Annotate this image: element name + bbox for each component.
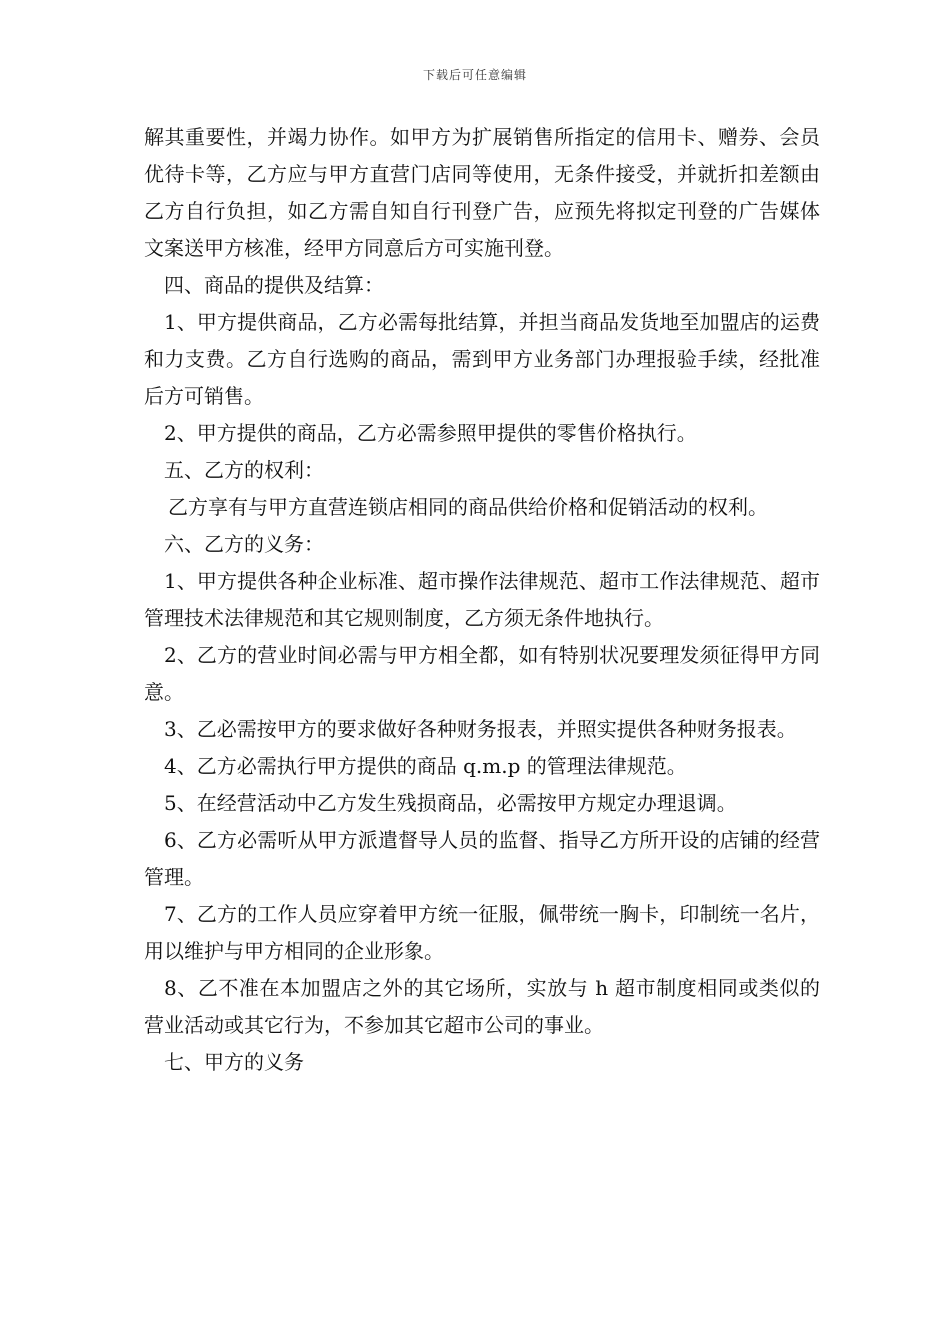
document-body — [144, 119, 820, 1081]
paragraph: 8、乙不准在本加盟店之外的其它场所，实放与 h 超市制度相同或类似的营业活动或其它行为，不参加其它超市公司的事业。 — [144, 976, 820, 1037]
paragraph: 乙方享有与甲方直营连锁店相同的商品供给价格和促销活动的权利。 — [168, 495, 768, 519]
section-heading: 五、乙方的权利： — [164, 458, 324, 482]
section-heading: 七、甲方的义务 — [164, 1050, 304, 1074]
paragraph: 2、乙方的营业时间必需与甲方相全都，如有特别状况要理发须征得甲方同意。 — [144, 643, 820, 704]
paragraph: 1、甲方提供商品，乙方必需每批结算，并担当商品发货地至加盟店的运费和力支费。乙方自行选购的商品，需到甲方业务部门办理报验手续，经批准后方可销售。 — [144, 310, 820, 408]
paragraph: 7、乙方的工作人员应穿着甲方统一征服，佩带统一胸卡，印制统一名片，用以维护与甲方相同的企业形象。 — [144, 902, 820, 963]
section-heading: 四、商品的提供及结算： — [164, 273, 384, 297]
paragraph: 1、甲方提供各种企业标准、超市操作法律规范、超市工作法律规范、超市管理技术法律规范和其它规则制度，乙方须无条件地执行。 — [144, 569, 820, 630]
paragraph: 3、乙必需按甲方的要求做好各种财务报表，并照实提供各种财务报表。 — [164, 717, 797, 741]
page-header: 下载后可任意编辑 — [422, 68, 527, 82]
paragraph: 5、在经营活动中乙方发生残损商品，必需按甲方规定办理退调。 — [164, 791, 737, 815]
paragraph: 6、乙方必需听从甲方派遣督导人员的监督、指导乙方所开设的店铺的经营管理。 — [144, 828, 820, 889]
paragraph: 解其重要性，并竭力协作。如甲方为扩展销售所指定的信用卡、赠券、会员优待卡等，乙方应与甲方直营门店同等使用，无条件接受，并就折扣差额由乙方自行负担，如乙方需自知自行刊登广告，应预先将拟定刊登的广告媒体文案送甲方核准，经甲方同意后方可实施刊登。 — [144, 125, 820, 260]
paragraph: 2、甲方提供的商品，乙方必需参照甲提供的零售价格执行。 — [164, 421, 697, 445]
paragraph: 4、乙方必需执行甲方提供的商品 q.m.p 的管理法律规范。 — [164, 754, 687, 778]
section-heading: 六、乙方的义务： — [164, 532, 324, 556]
